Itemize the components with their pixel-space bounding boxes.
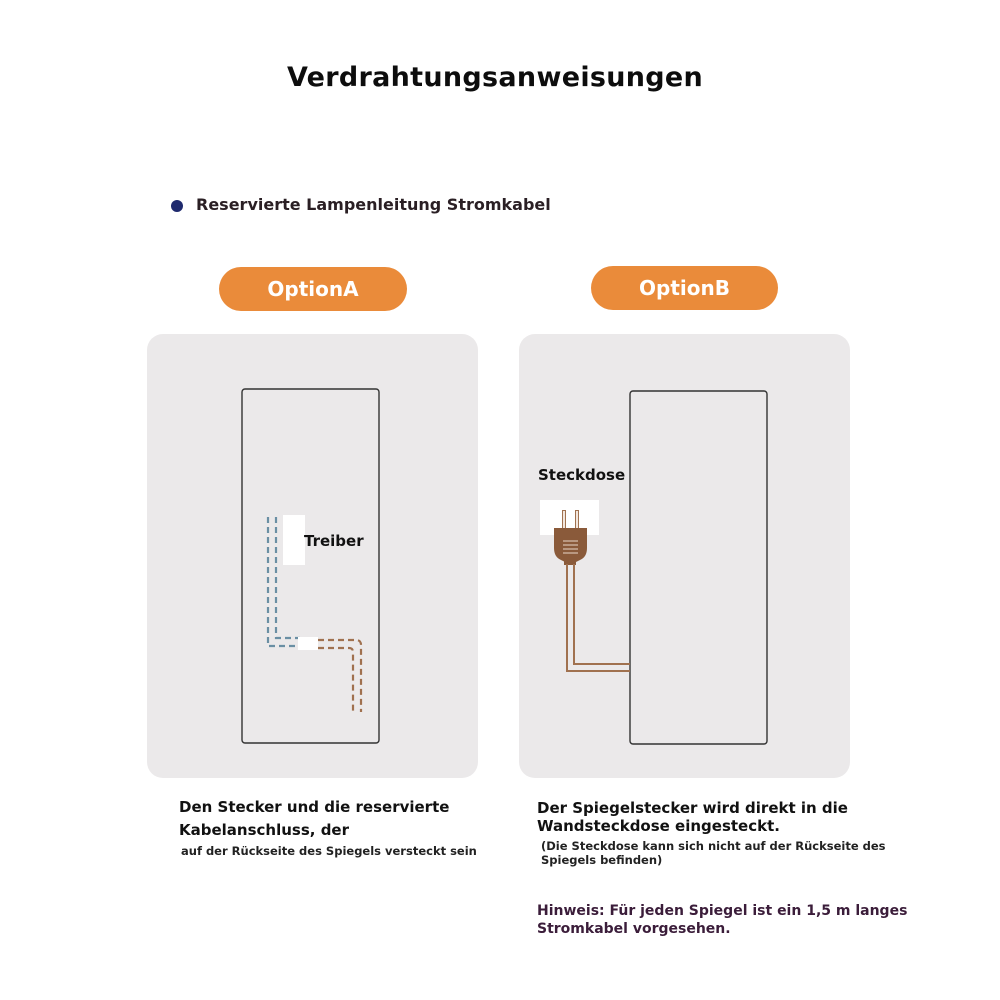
bullet-text: Reservierte Lampenleitung Stromkabel [196,195,551,214]
driver-box [283,515,305,565]
power-cable-inner [574,564,630,664]
socket-label: Steckdose [538,466,626,484]
caption-a-line2: Kabelanschluss, der [179,821,350,839]
mirror-a-outline [242,389,379,743]
mirror-b-outline [630,391,767,744]
connector-box [298,637,318,650]
caption-b-note2: Spiegels befinden) [541,853,663,867]
brown-cable-outer [318,640,361,712]
option-a-badge: OptionA [219,267,407,311]
caption-a-line1: Den Stecker und die reservierte [179,798,450,816]
power-cable-outer [567,564,630,671]
page-title: Verdrahtungsanweisungen [286,62,704,93]
caption-b-line1: Der Spiegelstecker wird direkt in die [537,799,848,817]
hint-line1: Hinweis: Für jeden Spiegel ist ein 1,5 m langes [537,903,908,919]
caption-a-line3: auf der Rückseite des Spiegels versteckt sein [181,844,477,858]
brown-cable-inner [318,648,353,712]
caption-b-line2: Wandsteckdose eingesteckt. [537,817,780,835]
driver-label: Treiber [304,532,364,550]
option-b-badge: OptionB [591,266,778,310]
hint-line2: Stromkabel vorgesehen. [537,921,731,937]
caption-b-note1: (Die Steckdose kann sich nicht auf der Rückseite des [541,839,886,853]
